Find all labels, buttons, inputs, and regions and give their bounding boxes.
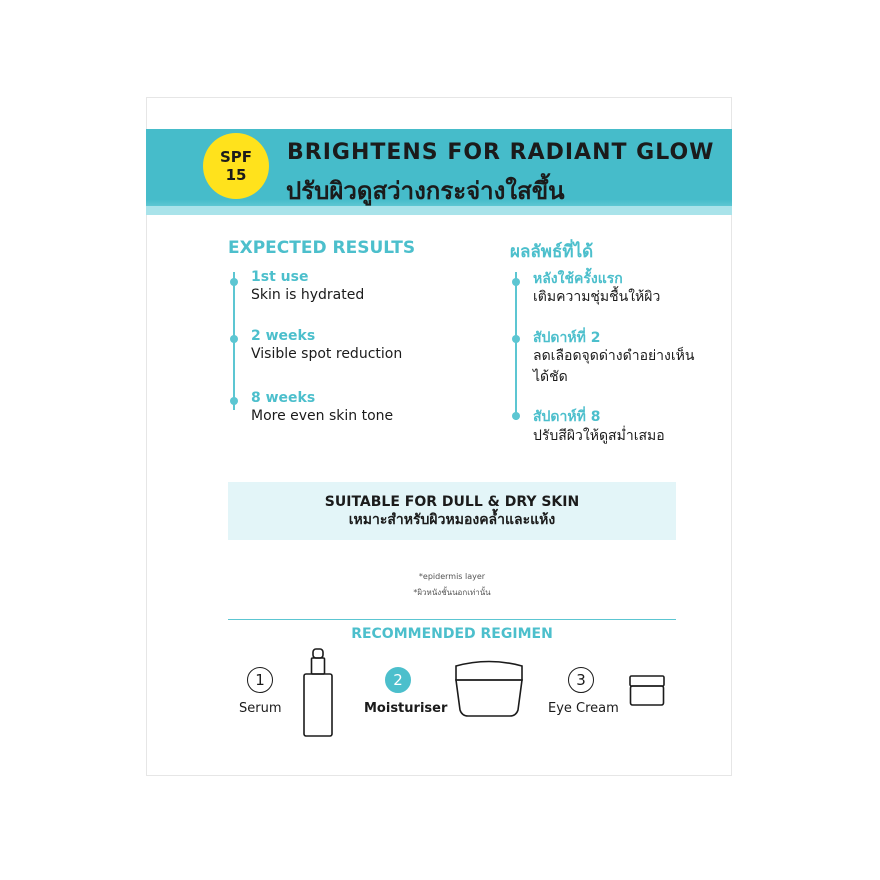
timeline-dot xyxy=(512,412,520,420)
regimen-divider xyxy=(228,619,676,620)
spf-badge xyxy=(203,133,269,199)
step-text: More even skin tone xyxy=(251,408,394,424)
expected-results-heading: EXPECTED RESULTS xyxy=(228,238,416,258)
regimen-step-number: 1 xyxy=(247,667,273,693)
regimen-step-number-active: 2 xyxy=(385,667,411,693)
step-text: Skin is hydrated xyxy=(251,287,365,303)
timeline-dot xyxy=(230,335,238,343)
spf-badge-value: 15 xyxy=(225,166,247,184)
timeline-dot xyxy=(512,335,520,343)
regimen-step-number: 3 xyxy=(568,667,594,693)
step-label: 8 weeks xyxy=(251,390,316,406)
step-label-th: สัปดาห์ที่ 2 xyxy=(533,330,601,346)
regimen-step-label: Moisturiser xyxy=(364,701,448,716)
timeline-dot xyxy=(230,278,238,286)
step-label-th: หลังใช้ครั้งแรก xyxy=(533,271,623,287)
regimen-step-label: Eye Cream xyxy=(548,701,619,716)
step-text-th: เติมความชุ่มชื้นให้ผิว xyxy=(533,289,661,305)
suitable-text-en: SUITABLE FOR DULL & DRY SKIN xyxy=(324,494,580,510)
step-text-th: ลดเลือดจุดด่างดำอย่างเห็น xyxy=(533,348,695,364)
step-label: 2 weeks xyxy=(251,328,316,344)
step-text: Visible spot reduction xyxy=(251,346,403,362)
suitable-skin-panel xyxy=(228,482,676,540)
step-label-th: สัปดาห์ที่ 8 xyxy=(533,409,601,425)
suitable-text-th: เหมาะสำหรับผิวหมองคล้ำและแห้ง xyxy=(348,512,556,528)
timeline-line-th xyxy=(515,272,517,420)
timeline-dot xyxy=(230,397,238,405)
step-text-th: ปรับสีผิวให้ดูสม่ำเสมอ xyxy=(533,428,665,444)
footnote-th: *ผิวหนังชั้นนอกเท่านั้น xyxy=(413,588,491,597)
cream-jar-icon xyxy=(454,660,524,718)
footnote-en: *epidermis layer xyxy=(418,572,486,581)
banner-title-th: ปรับผิวดูสว่างกระจ่างใสขึ้น xyxy=(286,177,565,205)
regimen-step-label: Serum xyxy=(239,701,282,716)
banner-title-en: BRIGHTENS FOR RADIANT GLOW xyxy=(287,140,715,165)
timeline-dot xyxy=(512,278,520,286)
serum-bottle-icon xyxy=(303,648,333,738)
regimen-title: RECOMMENDED REGIMEN xyxy=(351,626,553,642)
step-text-th-cont: ได้ชัด xyxy=(533,369,568,385)
eye-cream-jar-icon xyxy=(629,675,665,707)
step-label: 1st use xyxy=(251,269,309,285)
spf-badge-label: SPF xyxy=(219,148,253,166)
expected-results-heading-th: ผลลัพธ์ที่ได้ xyxy=(510,242,594,262)
